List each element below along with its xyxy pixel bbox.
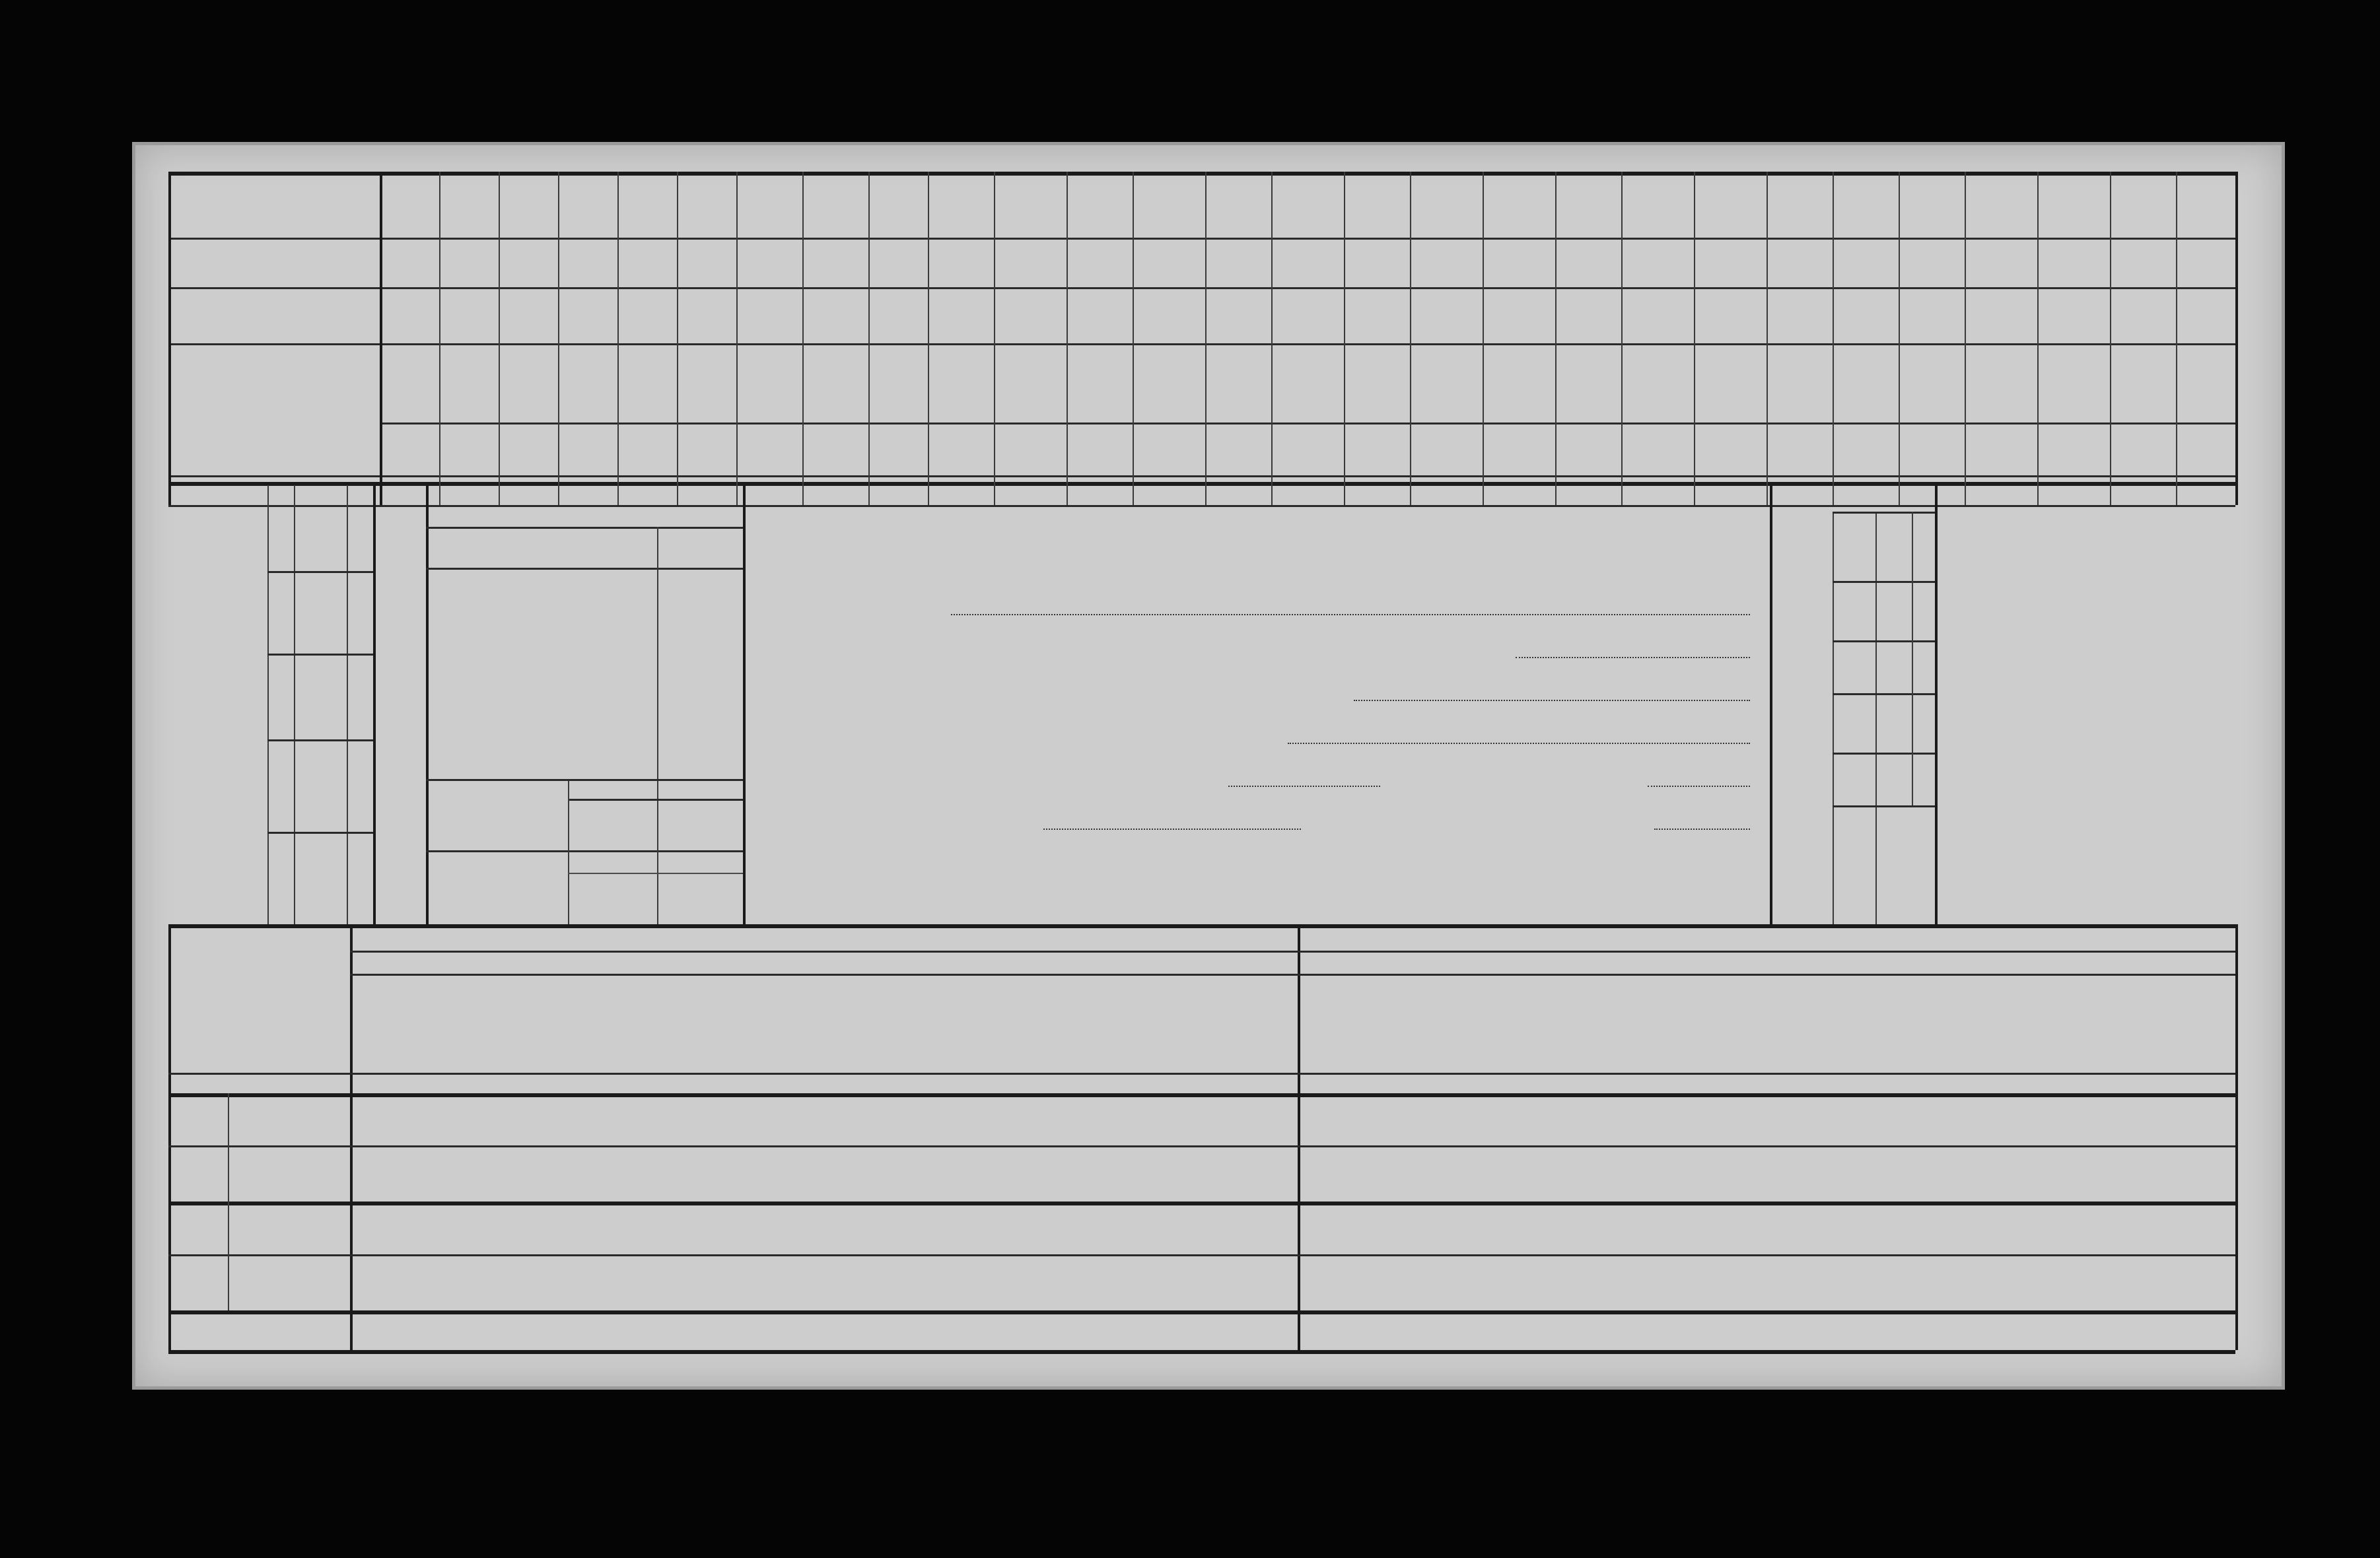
non-allotment-lands-label	[172, 1205, 226, 1309]
top-col-header	[871, 347, 925, 419]
top-col-line	[1767, 172, 1768, 505]
top-col-line	[1344, 172, 1345, 505]
top-col-header	[1624, 347, 1691, 419]
top-col-header	[1069, 347, 1130, 419]
top-col-line	[439, 172, 440, 505]
women-working-label	[1877, 583, 1911, 639]
top-col-line	[677, 172, 678, 505]
top-col-line	[1133, 172, 1134, 505]
top-col-line	[1833, 172, 1834, 505]
top-col-header	[930, 347, 991, 419]
top-col-header	[1558, 347, 1619, 419]
top-col-line	[802, 172, 804, 505]
top-col-line	[2037, 172, 2039, 505]
top-col-line	[928, 172, 929, 505]
men-total-label	[1877, 756, 1911, 803]
top-col-header	[1485, 347, 1553, 419]
top-col-header	[739, 347, 800, 419]
top-col-header	[1769, 347, 1830, 419]
pop-num-135	[1913, 756, 1934, 803]
top-col-line	[1067, 172, 1068, 505]
top-col-header	[1901, 347, 1962, 419]
workers-title	[394, 502, 417, 911]
top-col-header	[1697, 347, 1764, 419]
pop-num-137	[1913, 644, 1934, 691]
top-col-line	[868, 172, 870, 505]
top-col-line	[558, 172, 559, 505]
men-working-label	[1877, 696, 1911, 751]
women-total-label	[1877, 644, 1911, 691]
top-col-header	[805, 347, 866, 419]
men-label	[1834, 696, 1873, 805]
top-col-header	[2040, 347, 2107, 419]
women-label	[1834, 584, 1873, 693]
top-col-header	[1208, 347, 1269, 419]
top-col-line	[2176, 172, 2177, 505]
top-col-header	[1135, 347, 1203, 419]
top-col-header	[620, 347, 674, 419]
top-col-line	[1555, 172, 1557, 505]
top-col-header	[1274, 347, 1341, 419]
top-col-line	[736, 172, 738, 505]
top-col-header	[2113, 347, 2173, 419]
top-col-line	[380, 172, 382, 505]
top-col-header	[1835, 347, 1896, 419]
top-col-header	[1967, 347, 2035, 419]
top-col-line	[1694, 172, 1695, 505]
population-title	[1781, 498, 1821, 914]
top-col-header	[997, 347, 1064, 419]
top-col-line	[617, 172, 619, 505]
top-col-line	[994, 172, 995, 505]
top-col-header	[382, 347, 437, 419]
total-souls-label	[1877, 515, 1911, 580]
pop-num-139	[1913, 515, 1934, 580]
top-col-line	[2110, 172, 2111, 505]
top-col-line	[1965, 172, 1966, 505]
top-col-header	[680, 347, 734, 419]
top-col-header	[1347, 347, 1407, 419]
top-col-header	[561, 347, 615, 419]
pop-num-136	[1913, 696, 1934, 751]
allotment-lands-label	[175, 1096, 225, 1200]
top-col-line	[1410, 172, 1411, 505]
top-col-header	[1413, 347, 1480, 419]
top-col-header	[442, 347, 496, 419]
top-col-line	[499, 172, 500, 505]
census-card	[132, 142, 2285, 1390]
top-col-line	[1205, 172, 1207, 505]
top-col-header	[501, 347, 555, 419]
top-col-line	[1899, 172, 1900, 505]
top-col-line	[1483, 172, 1484, 505]
top-col-line	[1271, 172, 1273, 505]
top-col-line	[1621, 172, 1623, 505]
pop-num-138	[1913, 583, 1934, 639]
